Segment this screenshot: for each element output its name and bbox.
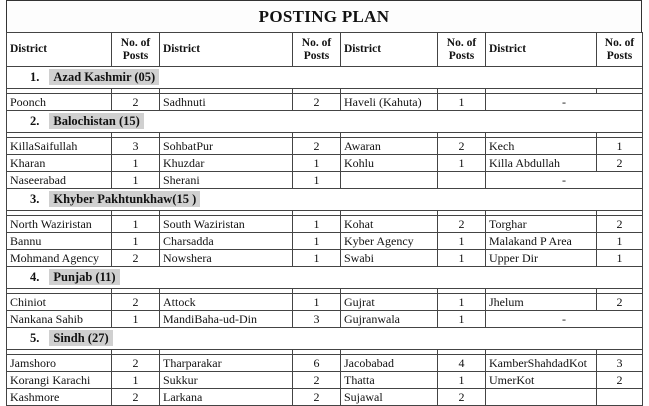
- section-header: [7, 328, 643, 350]
- district-cell: Poonch: [7, 94, 112, 111]
- section-header: [7, 111, 643, 133]
- district-cell: Kech: [486, 138, 597, 155]
- column-header-district: District: [7, 33, 112, 67]
- posts-cell: 1: [112, 216, 160, 233]
- posts-cell: 2: [438, 216, 486, 233]
- district-cell: Jacobabad: [341, 355, 438, 372]
- district-cell: Haveli (Kahuta): [341, 94, 438, 111]
- posts-cell: 1: [293, 172, 341, 189]
- posting-plan-document: [6, 0, 642, 406]
- district-cell: Nowshera: [160, 250, 293, 267]
- posts-cell: 1: [112, 172, 160, 189]
- table-row: [7, 138, 643, 155]
- posts-cell: 1: [597, 250, 643, 267]
- posts-cell: 2: [438, 389, 486, 406]
- posts-cell: [597, 389, 643, 406]
- section-header-row: [7, 67, 643, 89]
- section-name: Sindh (27): [49, 330, 112, 346]
- district-cell: Gujranwala: [341, 311, 438, 328]
- district-cell: Charsadda: [160, 233, 293, 250]
- table-body: [7, 67, 643, 406]
- district-cell: Kyber Agency: [341, 233, 438, 250]
- district-cell: Sherani: [160, 172, 293, 189]
- posts-cell: 1: [597, 138, 643, 155]
- posts-cell: 2: [112, 94, 160, 111]
- posts-cell: 1: [112, 311, 160, 328]
- posts-cell: 1: [112, 155, 160, 172]
- district-cell: Larkana: [160, 389, 293, 406]
- district-cell: Chiniot: [7, 294, 112, 311]
- table-row: [7, 311, 643, 328]
- district-cell: Khuzdar: [160, 155, 293, 172]
- section-number: 2.: [30, 114, 40, 128]
- column-header-posts: No. of Posts: [112, 33, 160, 67]
- section-header-row: [7, 328, 643, 350]
- section-header: [7, 267, 643, 289]
- posts-cell: 1: [293, 250, 341, 267]
- posts-cell: 1: [293, 294, 341, 311]
- empty-marker: -: [486, 172, 643, 189]
- district-cell: Kohlu: [341, 155, 438, 172]
- posts-cell: 2: [112, 389, 160, 406]
- district-cell: Naseerabad: [7, 172, 112, 189]
- district-cell: Kharan: [7, 155, 112, 172]
- posts-cell: 2: [597, 372, 643, 389]
- section-header-row: [7, 111, 643, 133]
- section-name: Balochistan (15): [49, 113, 143, 129]
- posts-cell: 2: [112, 294, 160, 311]
- section-number: 5.: [30, 331, 40, 345]
- posts-cell: 2: [597, 155, 643, 172]
- district-cell: Sujawal: [341, 389, 438, 406]
- table-row: [7, 172, 643, 189]
- table-row: [7, 155, 643, 172]
- section-number: 3.: [30, 192, 40, 206]
- column-header-district: District: [341, 33, 438, 67]
- table-row: [7, 372, 643, 389]
- section-header-row: [7, 189, 643, 211]
- district-cell: Sukkur: [160, 372, 293, 389]
- district-cell: UmerKot: [486, 372, 597, 389]
- posts-cell: 2: [293, 138, 341, 155]
- table-row: [7, 389, 643, 406]
- empty-marker: -: [486, 311, 643, 328]
- district-cell: Gujrat: [341, 294, 438, 311]
- posts-cell: 1: [438, 155, 486, 172]
- district-cell: Swabi: [341, 250, 438, 267]
- district-cell: Sadhnuti: [160, 94, 293, 111]
- column-header-district: District: [160, 33, 293, 67]
- posts-cell: 2: [293, 389, 341, 406]
- posts-cell: 4: [438, 355, 486, 372]
- posts-cell: 2: [112, 355, 160, 372]
- district-cell: Korangi Karachi: [7, 372, 112, 389]
- district-cell: Tharparakar: [160, 355, 293, 372]
- page-title: POSTING PLAN: [6, 0, 642, 32]
- section-number: 1.: [30, 70, 40, 84]
- posting-plan-table: [6, 32, 643, 406]
- district-cell: Malakand P Area: [486, 233, 597, 250]
- posts-cell: 6: [293, 355, 341, 372]
- district-cell: [486, 389, 597, 406]
- district-cell: Thatta: [341, 372, 438, 389]
- district-cell: Bannu: [7, 233, 112, 250]
- section-name: Punjab (11): [49, 269, 119, 285]
- district-cell: North Waziristan: [7, 216, 112, 233]
- district-cell: KamberShahdadKot: [486, 355, 597, 372]
- posts-cell: 1: [112, 233, 160, 250]
- header-row: [7, 33, 643, 67]
- table-row: [7, 233, 643, 250]
- section-number: 4.: [30, 270, 40, 284]
- posts-cell: 2: [293, 372, 341, 389]
- section-header-row: [7, 267, 643, 289]
- district-cell: Torghar: [486, 216, 597, 233]
- posts-cell: 3: [112, 138, 160, 155]
- posts-cell: 1: [597, 233, 643, 250]
- district-cell: South Waziristan: [160, 216, 293, 233]
- posts-cell: 2: [597, 294, 643, 311]
- table-row: [7, 216, 643, 233]
- posts-cell: 1: [293, 216, 341, 233]
- district-cell: Awaran: [341, 138, 438, 155]
- district-cell: Jamshoro: [7, 355, 112, 372]
- district-cell: KillaSaifullah: [7, 138, 112, 155]
- posts-cell: 3: [597, 355, 643, 372]
- posts-cell: 1: [438, 372, 486, 389]
- posts-cell: 1: [438, 311, 486, 328]
- posts-cell: [438, 172, 486, 189]
- section-name: Khyber Pakhtunkhaw(15 ): [49, 191, 200, 207]
- section-header: [7, 189, 643, 211]
- section-name: Azad Kashmir (05): [49, 69, 159, 85]
- district-cell: Attock: [160, 294, 293, 311]
- column-header-district: District: [486, 33, 597, 67]
- posts-cell: 1: [293, 155, 341, 172]
- empty-marker: -: [486, 94, 643, 111]
- table-row: [7, 294, 643, 311]
- posts-cell: 2: [112, 250, 160, 267]
- posts-cell: 1: [438, 233, 486, 250]
- district-cell: Jhelum: [486, 294, 597, 311]
- posts-cell: 2: [438, 138, 486, 155]
- posts-cell: 1: [112, 372, 160, 389]
- column-header-posts: No. of Posts: [438, 33, 486, 67]
- posts-cell: 2: [597, 216, 643, 233]
- column-header-posts: No. of Posts: [597, 33, 643, 67]
- district-cell: SohbatPur: [160, 138, 293, 155]
- district-cell: Nankana Sahib: [7, 311, 112, 328]
- posts-cell: 1: [438, 250, 486, 267]
- table-row: [7, 355, 643, 372]
- district-cell: Mohmand Agency: [7, 250, 112, 267]
- posts-cell: 1: [438, 94, 486, 111]
- district-cell: [341, 172, 438, 189]
- district-cell: Kashmore: [7, 389, 112, 406]
- district-cell: Kohat: [341, 216, 438, 233]
- district-cell: Upper Dir: [486, 250, 597, 267]
- district-cell: MandiBaha-ud-Din: [160, 311, 293, 328]
- posts-cell: 1: [293, 233, 341, 250]
- posts-cell: 3: [293, 311, 341, 328]
- district-cell: Killa Abdullah: [486, 155, 597, 172]
- posts-cell: 1: [438, 294, 486, 311]
- table-row: [7, 94, 643, 111]
- table-row: [7, 250, 643, 267]
- posts-cell: 2: [293, 94, 341, 111]
- section-header: [7, 67, 643, 89]
- column-header-posts: No. of Posts: [293, 33, 341, 67]
